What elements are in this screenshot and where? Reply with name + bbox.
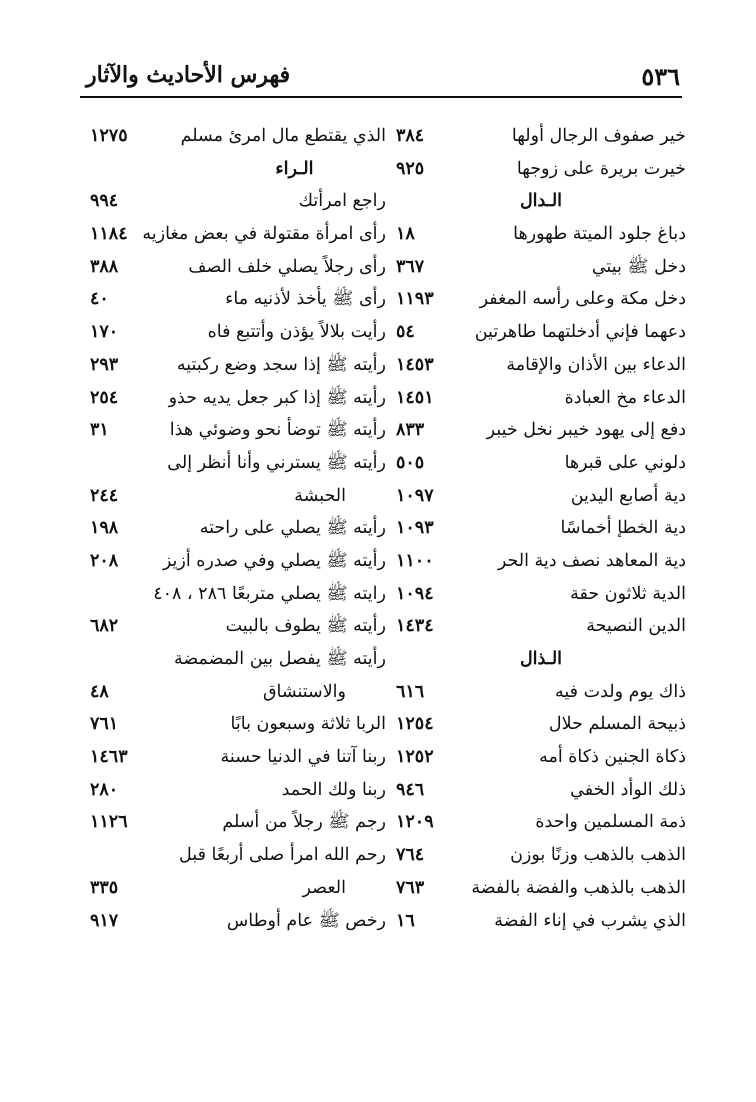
entry-number: ١١٨٤ <box>90 224 128 245</box>
entry-text: خير صفوف الرجال أولها <box>511 126 686 146</box>
index-entry <box>396 610 686 643</box>
entry-number: ٨٣٣ <box>396 420 425 441</box>
entry-text: دية أصابع اليدين <box>570 485 686 506</box>
entry-text: الربا ثلاثة وسبعون بابًا <box>230 714 386 735</box>
entry-number: ١٠٩٣ <box>396 518 434 539</box>
entry-number: ٧٦٤ <box>396 845 425 866</box>
header-rule <box>80 96 682 98</box>
entry-text: ذلك الوأد الخفي <box>570 779 686 800</box>
index-entry <box>396 447 686 480</box>
index-entry <box>396 741 686 774</box>
entry-text: رخص ﷺ عام أوطاس <box>226 910 386 931</box>
entry-number: ١٤٦٣ <box>90 747 128 768</box>
entry-text: دية المعاهد نصف دية الحر <box>497 550 686 571</box>
index-entry <box>396 676 686 709</box>
index-entry <box>396 905 686 938</box>
index-entry <box>90 480 386 513</box>
entry-number: ١٧٠ <box>90 322 119 343</box>
index-entry <box>96 578 386 611</box>
entry-text: رأى ﷺ يأخذ لأذنيه ماء <box>225 289 386 310</box>
entry-text: الدين النصيحة <box>586 616 686 637</box>
entry-number: ١٤٥١ <box>396 387 434 408</box>
index-entry <box>90 251 386 284</box>
page-header <box>80 62 680 96</box>
entry-text: والاستنشاق <box>262 681 346 702</box>
entry-number: ٢٨٠ <box>90 779 119 800</box>
index-entry <box>90 283 386 316</box>
entry-text: رأيته ﷺ يصلي وفي صدره أزيز <box>162 550 386 571</box>
entry-number: ١٤٣٤ <box>396 616 434 637</box>
index-entry <box>396 806 686 839</box>
entry-number: ٣٨٤ <box>396 126 425 146</box>
page-number: ٥٣٦ <box>641 62 680 91</box>
index-entry <box>90 512 386 545</box>
index-entry <box>90 120 386 153</box>
entry-text: رايته ﷺ يصلي متربعًا ٢٨٦ ، ٤٠٨ <box>153 583 386 604</box>
entry-number: ١٠٩٤ <box>396 583 434 604</box>
entry-number: ٩٢٥ <box>396 158 425 179</box>
entry-number: ١٢٧٥ <box>90 126 128 146</box>
entry-number: ١٢٠٩ <box>396 812 434 833</box>
entry-number: ٦٨٢ <box>90 616 119 637</box>
entry-text: ذاك يوم ولدت فيه <box>555 681 686 702</box>
index-entry <box>90 316 386 349</box>
entry-text: دلوني على قبرها <box>564 452 686 473</box>
letter-heading <box>396 185 686 218</box>
index-entry <box>90 382 386 415</box>
index-entry <box>396 839 686 872</box>
index-entry <box>90 349 386 382</box>
index-entry <box>396 578 686 611</box>
index-entry <box>396 283 686 316</box>
entry-text: ذكاة الجنين ذكاة أمه <box>539 747 686 768</box>
entry-number: ٢٥٤ <box>90 387 119 408</box>
index-entry <box>396 872 686 905</box>
index-entry <box>396 708 686 741</box>
index-entry <box>90 872 386 905</box>
entry-text: الدعاء مخ العبادة <box>564 387 686 408</box>
index-entry <box>396 218 686 251</box>
entry-text: رأيته ﷺ يسترني وأنا أنظر إلى <box>167 452 386 473</box>
entry-number: ٤٨ <box>90 681 109 702</box>
entry-text: رأى رجلاً يصلي خلف الصف <box>188 256 386 277</box>
entry-text: الذي يشرب في إناء الفضة <box>494 910 686 931</box>
entry-number: ١٦ <box>396 910 415 931</box>
index-entry <box>396 545 686 578</box>
index-entry <box>396 480 686 513</box>
entry-text: رحم الله امرأ صلى أربعًا قبل <box>179 845 386 866</box>
index-entry <box>396 382 686 415</box>
entry-number: ٣٦٧ <box>396 256 425 277</box>
index-entry <box>90 185 386 218</box>
entry-text: رأيته ﷺ إذا كبر جعل يديه حذو <box>168 387 386 408</box>
index-entry <box>396 349 686 382</box>
entry-number: ١١٢٦ <box>90 812 128 833</box>
index-column-left <box>90 120 386 937</box>
entry-number: ١٩٨ <box>90 518 119 539</box>
heading-label: الـذال <box>519 649 563 669</box>
running-title: فهرس الأحاديث والآثار <box>86 62 291 88</box>
entry-text: رأيته ﷺ توضأ نحو وضوئي هذا <box>169 420 386 441</box>
entry-number: ١٢٥٤ <box>396 714 434 735</box>
index-entry <box>396 774 686 807</box>
entry-number: ٥٠٥ <box>396 452 425 473</box>
index-entry <box>396 414 686 447</box>
entry-text: ربنا ولك الحمد <box>281 779 386 800</box>
entry-number: ٦١٦ <box>396 681 425 702</box>
index-entry <box>90 610 386 643</box>
entry-number: ١١٩٣ <box>396 289 434 310</box>
entry-text: رأيته ﷺ يصلي على راحته <box>199 518 386 539</box>
entry-number: ٣٣٥ <box>90 877 119 898</box>
entry-number: ١١٠٠ <box>396 550 434 571</box>
index-entry <box>90 708 386 741</box>
index-entry <box>396 512 686 545</box>
heading-label: الـدال <box>519 191 563 212</box>
entry-text: الدية ثلاثون حقة <box>570 583 686 604</box>
index-column-right <box>396 120 686 937</box>
entry-text: رأيته ﷺ إذا سجد وضع ركبتيه <box>176 354 386 375</box>
entry-text: ذبيحة المسلم حلال <box>548 714 686 735</box>
entry-number: ٧٦٣ <box>396 877 425 898</box>
index-entry <box>90 414 386 447</box>
letter-heading <box>396 643 686 676</box>
index-entry <box>90 741 386 774</box>
entry-text: رجم ﷺ رجلاً من أسلم <box>222 812 386 833</box>
entry-text: رأى امرأة مقتولة في بعض مغازيه <box>142 224 386 245</box>
entry-number: ٤٠ <box>90 289 109 310</box>
entry-number: ١٨ <box>396 224 415 245</box>
index-entry <box>396 251 686 284</box>
entry-number: ٩٤٦ <box>396 779 425 800</box>
entry-number: ٢٩٣ <box>90 354 119 375</box>
entry-text: الدعاء بين الأذان والإقامة <box>506 354 686 375</box>
index-entry <box>90 676 386 709</box>
entry-number: ٢٠٨ <box>90 550 119 571</box>
index-entry <box>96 447 386 480</box>
entry-number: ٣٨٨ <box>90 256 119 277</box>
index-entry <box>90 774 386 807</box>
entry-number: ٧٦١ <box>90 714 119 735</box>
letter-heading <box>96 153 386 186</box>
entry-number: ١٤٥٣ <box>396 354 434 375</box>
entry-number: ٩٩٤ <box>90 191 119 212</box>
index-entry <box>96 839 386 872</box>
index-entry <box>96 643 386 676</box>
entry-text: الحبشة <box>294 485 346 506</box>
index-entry <box>90 218 386 251</box>
entry-text: دعهما فإني أدخلتهما طاهرتين <box>474 322 686 343</box>
entry-text: راجع امرأتك <box>298 191 386 212</box>
index-entry <box>396 120 686 153</box>
index-entry <box>396 153 686 186</box>
entry-number: ٥٤ <box>396 322 415 343</box>
entry-text: رأيته ﷺ يفصل بين المضمضة <box>173 649 386 669</box>
entry-text: الذهب بالذهب والفضة بالفضة <box>471 877 686 898</box>
entry-text: ربنا آتنا في الدنيا حسنة <box>220 747 386 768</box>
entry-number: ١٢٥٢ <box>396 747 434 768</box>
entry-text: دباغ جلود الميتة طهورها <box>513 224 686 245</box>
entry-text: دفع إلى يهود خيبر نخل خيبر <box>486 420 686 441</box>
entry-text: الذهب بالذهب وزنًا بوزن <box>510 845 686 866</box>
index-entry <box>90 806 386 839</box>
entry-text: دية الخطإ أخماسًا <box>560 518 686 539</box>
entry-text: العصر <box>302 877 346 898</box>
entry-text: رأيته ﷺ يطوف بالبيت <box>225 616 386 637</box>
index-entry <box>90 905 386 938</box>
entry-text: ذمة المسلمين واحدة <box>535 812 686 833</box>
entry-text: رأيت بلالاً يؤذن وأتتبع فاه <box>207 322 386 343</box>
entry-text: دخل مكة وعلى رأسه المغفر <box>479 289 686 310</box>
index-entry <box>90 545 386 578</box>
entry-text: خيرت بريرة على زوجها <box>516 158 686 179</box>
entry-number: ١٠٩٧ <box>396 485 434 506</box>
entry-text: الذي يقتطع مال امرئ مسلم <box>180 126 386 146</box>
index-entry <box>396 316 686 349</box>
entry-number: ٩١٧ <box>90 910 119 931</box>
entry-number: ٣١ <box>90 420 109 441</box>
entry-text: دخل ﷺ بيتي <box>591 256 686 277</box>
heading-label: الـراء <box>275 158 314 179</box>
entry-number: ٢٤٤ <box>90 485 119 506</box>
